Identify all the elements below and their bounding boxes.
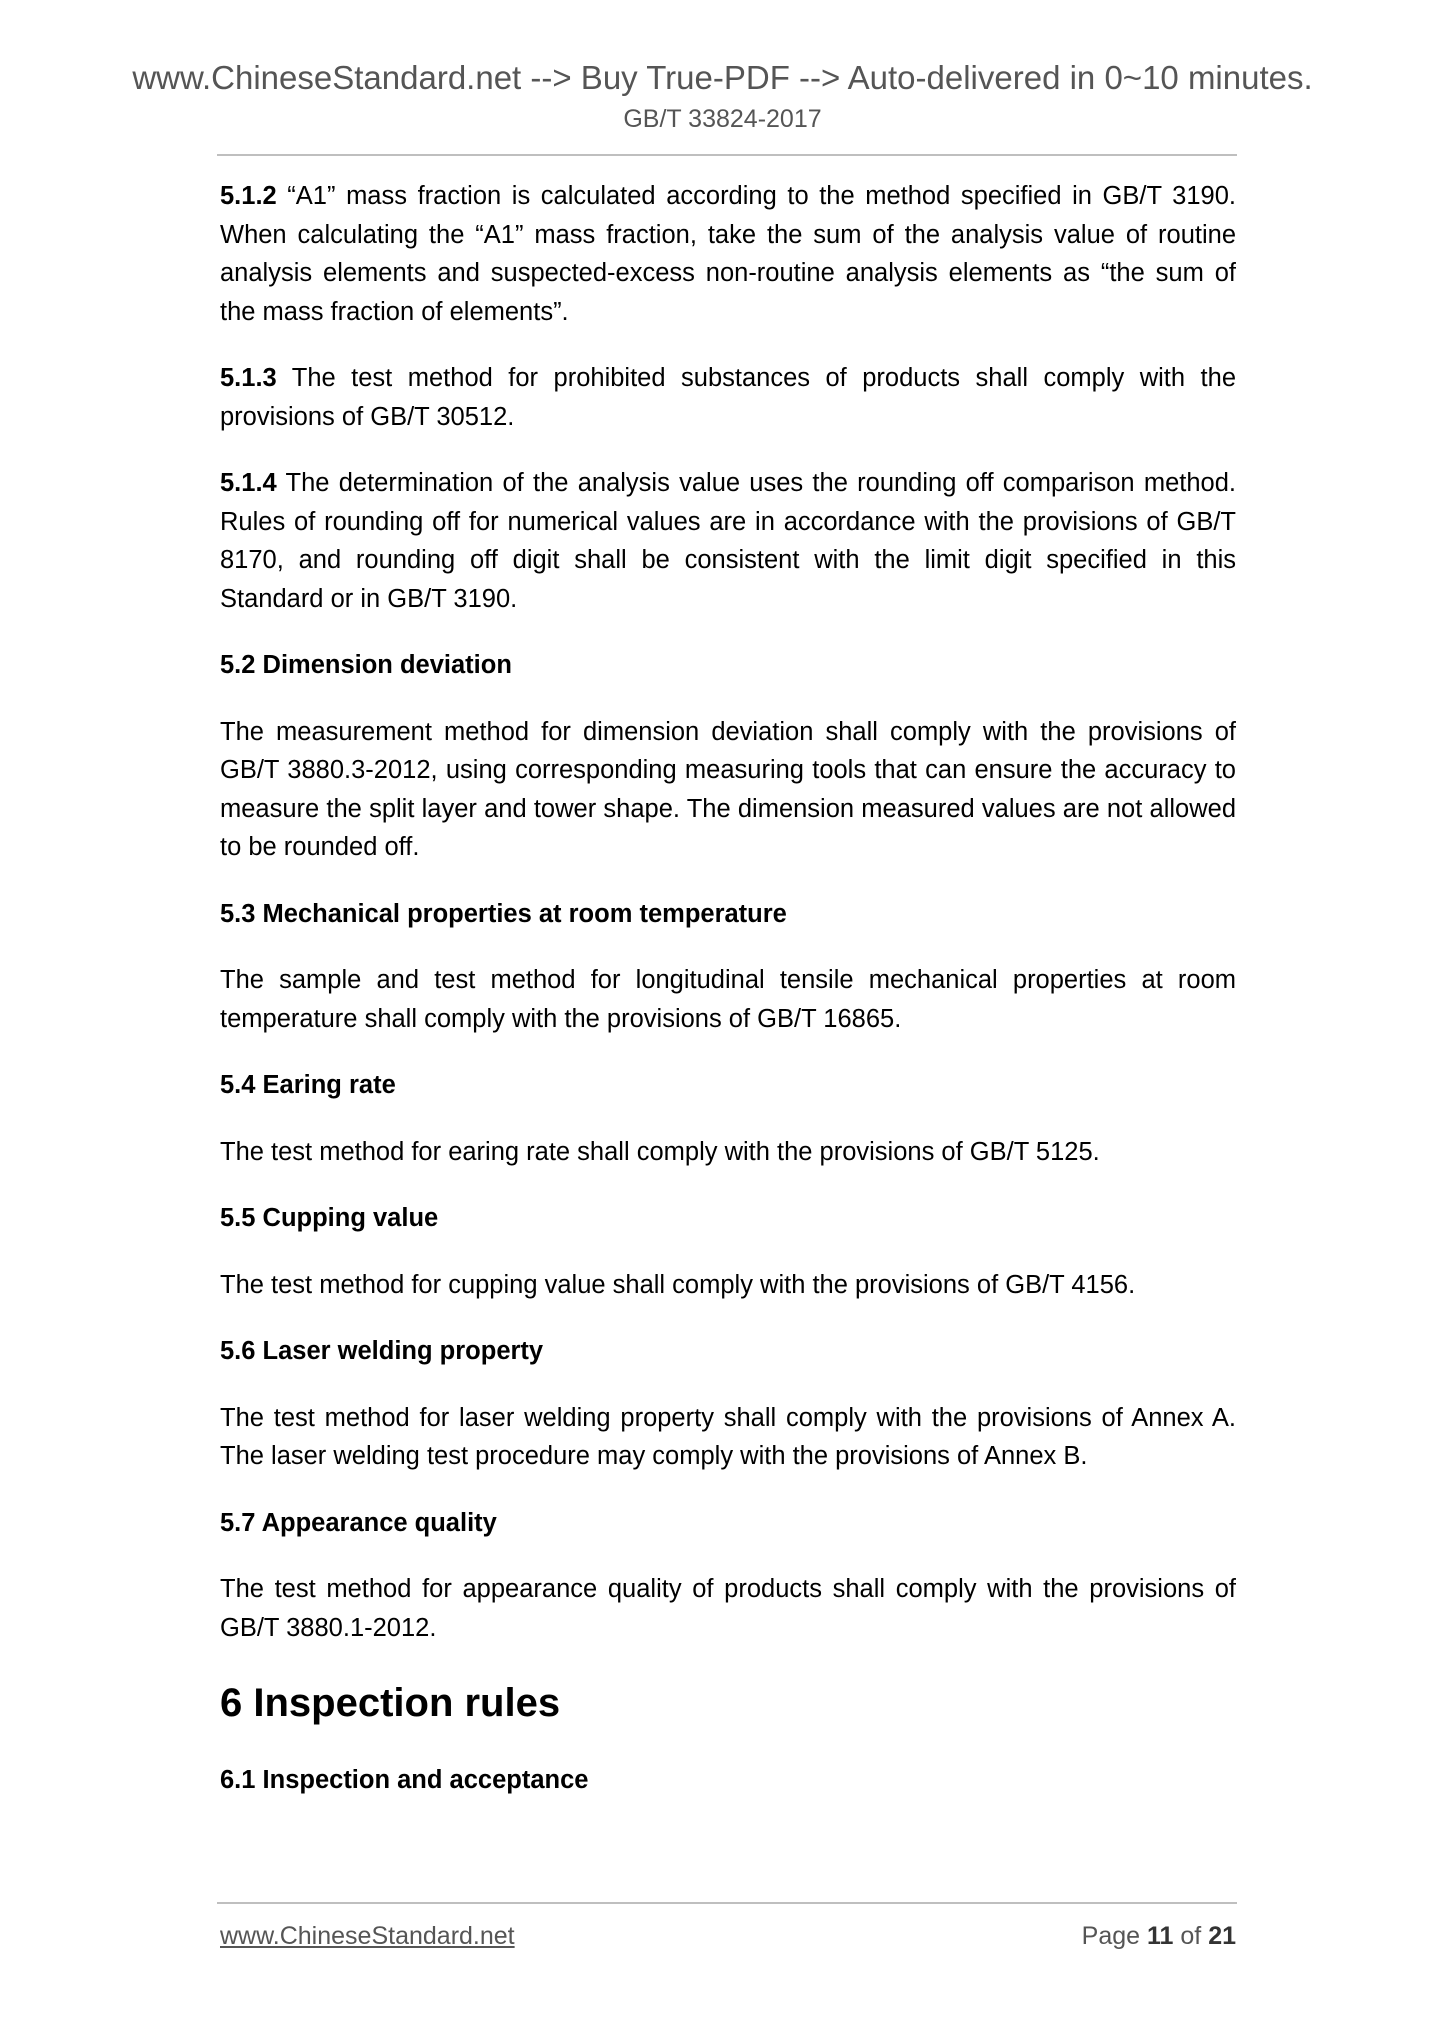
page-indicator — [1082, 1919, 1236, 1953]
clause-text: “A1” mass fraction is calculated according to the method specified in GB/T 3190. When calculating the “A1” mass fraction, take the sum of the analysis value of routine analysis elements and suspected-excess non-routine analysis elements as “the sum of the mass fraction of elements”. — [220, 182, 1236, 326]
heading-5-6: 5.6 Laser welding property — [220, 1337, 544, 1365]
site-banner: www.ChineseStandard.net --> Buy True-PDF --> Auto-delivered in 0~10 minutes. — [132, 59, 1313, 96]
clause-text: The determination of the analysis value uses the rounding off comparison method. Rules of rounding off for numerical values are in accordance with the provisions of GB/T 8170, and rounding off digit shall be consistent with the limit digit specified in this Standard or in GB/T 3190. — [220, 469, 1236, 613]
paragraph-5-2: The measurement method for dimension deviation shall comply with the provisions of GB/T 3880.3-2012, using corresponding measuring tools that can ensure the accuracy to measure the split layer and tower shape. The dimension measured values are not allowed to be rounded off. — [220, 717, 1236, 861]
heading-6-1: 6.1 Inspection and acceptance — [220, 1766, 589, 1794]
document-body — [220, 177, 1236, 1828]
page-total: 21 — [1208, 1922, 1236, 1950]
clause-number: 5.1.3 — [220, 364, 277, 392]
paragraph-5-4: The test method for earing rate shall comply with the provisions of GB/T 5125. — [220, 1137, 1100, 1166]
paragraph-5-7: The test method for appearance quality of products shall comply with the provisions of GB/T 3880.1-2012. — [220, 1575, 1236, 1642]
paragraph-5-1-4 — [220, 464, 1236, 618]
clause-number: 5.1.2 — [220, 182, 277, 210]
standard-number: GB/T 33824-2017 — [623, 105, 822, 133]
heading-5-3: 5.3 Mechanical properties at room temperature — [220, 899, 787, 928]
paragraph-5-1-2 — [220, 177, 1236, 331]
paragraph-5-3: The sample and test method for longitudinal tensile mechanical properties at room temperature shall comply with the provisions of GB/T 16865. — [220, 966, 1236, 1033]
page-current: 11 — [1147, 1922, 1174, 1950]
footer-divider — [217, 1902, 1237, 1904]
footer-site-link[interactable]: www.ChineseStandard.net — [220, 1922, 515, 1950]
chapter-6-title: 6 Inspection rules — [220, 1681, 561, 1725]
paragraph-5-6: The test method for laser welding property shall comply with the provisions of Annex A. The laser welding test procedure may comply with the provisions of Annex B. — [220, 1403, 1236, 1470]
page-of: of — [1173, 1922, 1209, 1950]
header-divider — [217, 154, 1237, 156]
heading-5-2: 5.2 Dimension deviation — [220, 651, 512, 679]
clause-text: The test method for prohibited substances of products shall comply with the provisions of GB/T 30512. — [220, 364, 1236, 431]
paragraph-5-5: The test method for cupping value shall comply with the provisions of GB/T 4156. — [220, 1270, 1136, 1299]
clause-number: 5.1.4 — [220, 469, 277, 497]
heading-5-4: 5.4 Earing rate — [220, 1071, 396, 1099]
page-prefix: Page — [1081, 1922, 1147, 1950]
paragraph-5-1-3 — [220, 359, 1236, 436]
heading-5-5: 5.5 Cupping value — [220, 1204, 439, 1232]
heading-5-7: 5.7 Appearance quality — [220, 1508, 497, 1537]
